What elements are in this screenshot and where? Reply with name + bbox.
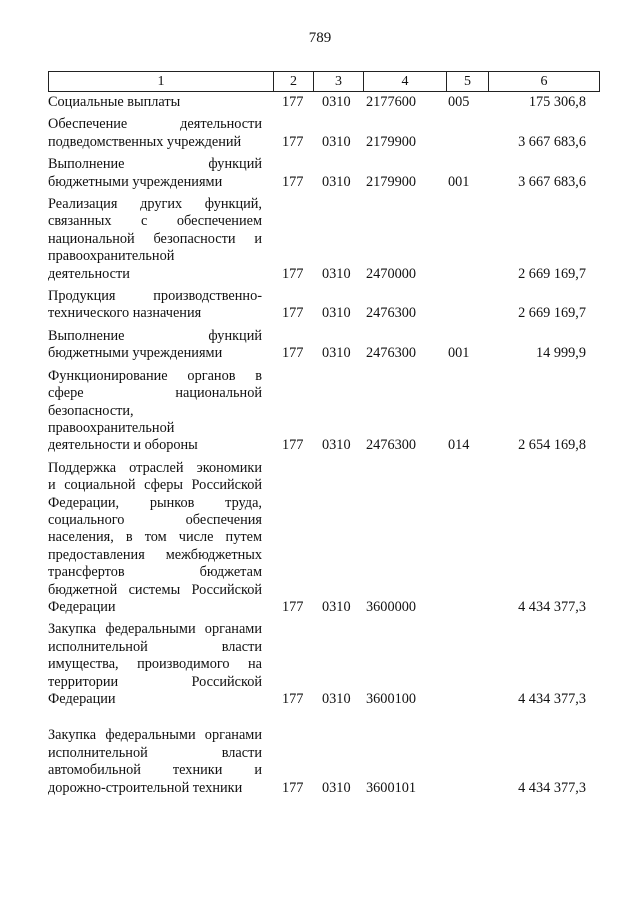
- cell-col-6: 4 434 377,3: [518, 779, 586, 796]
- description-line: правоохранительной: [48, 248, 175, 265]
- cell-col-4: 3600100: [366, 691, 417, 707]
- description-line: подведомственных учреждений: [48, 133, 242, 150]
- cell-col-5: 005: [448, 94, 470, 110]
- description-line: предоставления межбюджетных: [48, 546, 262, 563]
- column-header-5: 5: [446, 72, 488, 91]
- cell-col-2: 177: [282, 265, 304, 282]
- cell-col-4: 2177600: [366, 94, 417, 110]
- cell-col-3: 0310: [322, 305, 351, 322]
- cell-col-4: 2179900: [366, 133, 417, 150]
- cell-col-4: 3600000: [366, 598, 417, 615]
- cell-col-6: 2 669 169,7: [518, 265, 586, 282]
- table-row: [48, 616, 600, 708]
- column-header-6: 6: [488, 72, 599, 91]
- cell-col-4: 2179900: [366, 173, 417, 190]
- cell-col-3: 0310: [322, 133, 351, 150]
- cell-col-3: 0310: [322, 173, 351, 190]
- cell-col-2: 177: [282, 779, 304, 796]
- description-line: исполнительной власти: [48, 638, 262, 655]
- description-line: Поддержка отраслей экономики: [48, 459, 262, 476]
- description-line: деятельности: [48, 265, 130, 282]
- cell-col-3: 0310: [322, 345, 351, 362]
- cell-col-3: 0310: [322, 265, 351, 282]
- description-line: технического назначения: [48, 305, 202, 322]
- description-line: дорожно-строительной техники: [48, 779, 243, 796]
- description-line: имущества, производимого на: [48, 656, 262, 673]
- cell-col-4: 3600101: [366, 779, 417, 796]
- table-row: [48, 283, 600, 323]
- cell-col-6: 2 654 169,8: [518, 437, 586, 454]
- cell-col-2: 177: [282, 437, 304, 454]
- description-line: связанных с обеспечением: [48, 213, 262, 230]
- row-description: [48, 116, 272, 151]
- cell-col-6: 14 999,9: [535, 345, 586, 362]
- description-line: Выполнение функций: [48, 327, 262, 344]
- row-description: [48, 196, 272, 283]
- row-description: [48, 94, 272, 111]
- description-line: безопасности,: [48, 402, 134, 419]
- row-description: [48, 288, 272, 323]
- cell-col-6: 175 306,8: [528, 94, 586, 110]
- cell-col-4: 2476300: [366, 437, 417, 454]
- cell-col-3: 0310: [322, 94, 351, 110]
- description-line: и социальной сферы Российской: [48, 477, 262, 494]
- description-line: Федерации: [48, 598, 116, 615]
- row-description: [48, 727, 272, 797]
- row-description: [48, 621, 272, 708]
- column-header-1: 1: [157, 74, 165, 89]
- cell-col-5: 001: [448, 345, 470, 362]
- cell-col-3: 0310: [322, 691, 351, 707]
- table-row: [48, 191, 600, 283]
- description-line: сфере национальной: [48, 385, 262, 402]
- description-line: трансфертов бюджетам: [48, 564, 262, 581]
- cell-col-5: 014: [448, 437, 470, 454]
- table-row: [48, 323, 600, 363]
- description-line: Федерации: [48, 691, 116, 707]
- cell-col-2: 177: [282, 94, 304, 110]
- description-line: Социальные выплаты: [48, 94, 181, 110]
- description-line: исполнительной власти: [48, 744, 262, 761]
- table-row: [48, 92, 600, 111]
- cell-col-2: 177: [282, 133, 304, 150]
- cell-col-6: 4 434 377,3: [518, 691, 586, 707]
- cell-col-2: 177: [282, 305, 304, 322]
- cell-col-5: 001: [448, 173, 470, 190]
- description-line: деятельности и обороны: [48, 437, 198, 454]
- description-line: социального обеспечения: [48, 511, 262, 528]
- description-line: Реализация других функций,: [48, 196, 262, 213]
- description-line: бюджетной системы Российской: [48, 581, 262, 598]
- cell-col-2: 177: [282, 598, 304, 615]
- cell-col-3: 0310: [322, 598, 351, 615]
- table-row: [48, 151, 600, 191]
- description-line: Закупка федеральными органами: [48, 727, 262, 744]
- table-row: [48, 708, 600, 797]
- description-line: автомобильной техники и: [48, 762, 262, 779]
- cell-col-4: 2470000: [366, 265, 417, 282]
- description-line: национальной безопасности и: [48, 230, 262, 247]
- description-line: Функционирование органов в: [48, 367, 262, 384]
- cell-col-6: 3 667 683,6: [518, 133, 586, 150]
- cell-col-3: 0310: [322, 779, 351, 796]
- row-description: [48, 328, 272, 363]
- cell-col-6: 4 434 377,3: [518, 598, 586, 615]
- description-line: Обеспечение деятельности: [48, 116, 262, 133]
- description-line: правоохранительной: [48, 419, 175, 436]
- description-line: Выполнение функций: [48, 156, 262, 173]
- cell-col-4: 2476300: [366, 305, 417, 322]
- page-number: 789: [308, 30, 332, 46]
- description-line: населения, в том числе путем: [48, 529, 262, 546]
- table-header-row: [48, 71, 600, 92]
- row-description: [48, 368, 272, 455]
- description-line: Закупка федеральными органами: [48, 621, 262, 638]
- cell-col-3: 0310: [322, 437, 351, 454]
- column-header-3: 3: [313, 72, 363, 91]
- row-description: [48, 156, 272, 191]
- description-line: бюджетными учреждениями: [48, 345, 223, 362]
- column-header-2: 2: [273, 72, 313, 91]
- table-row: [48, 111, 600, 151]
- description-line: бюджетными учреждениями: [48, 173, 223, 190]
- row-description: [48, 460, 272, 617]
- description-line: Федерации, рынков труда,: [48, 494, 262, 511]
- table-row: [48, 363, 600, 455]
- cell-col-2: 177: [282, 345, 304, 362]
- cell-col-2: 177: [282, 173, 304, 190]
- cell-col-6: 3 667 683,6: [518, 173, 586, 190]
- cell-col-2: 177: [282, 691, 304, 707]
- table-row: [48, 455, 600, 617]
- budget-table: [48, 71, 600, 797]
- cell-col-4: 2476300: [366, 345, 417, 362]
- description-line: территории Российской: [48, 673, 262, 690]
- table-body: [48, 92, 600, 797]
- description-line: Продукция производственно-: [48, 288, 262, 305]
- column-header-4: 4: [363, 72, 446, 91]
- cell-col-6: 2 669 169,7: [518, 305, 586, 322]
